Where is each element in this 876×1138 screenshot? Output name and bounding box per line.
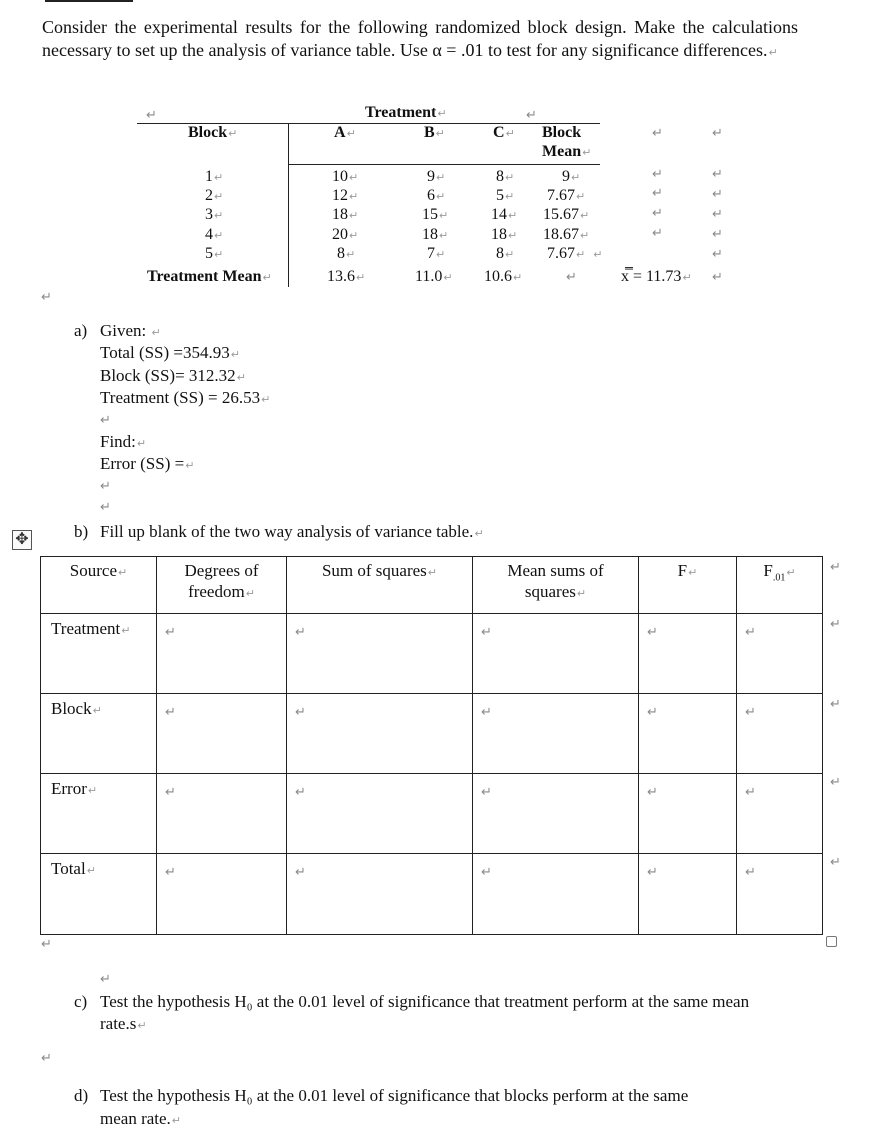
block-number: 3↵: [205, 206, 224, 223]
header-degrees-of-freedom: Degrees of freedom↵: [157, 557, 287, 614]
f01-error-cell[interactable]: ↵: [737, 774, 823, 854]
paragraph-mark: ↵: [652, 126, 663, 141]
block-number: 1↵: [205, 168, 224, 185]
anova-row-total: [41, 854, 823, 935]
header-source: Source↵: [41, 557, 157, 614]
treatment-ss-given: Treatment (SS) = 26.53↵: [100, 388, 271, 407]
ms-block-cell[interactable]: ↵: [473, 694, 639, 774]
cell-b: 6↵: [427, 187, 446, 204]
total-ss-given: Total (SS) =354.93↵: [100, 343, 240, 362]
table-resize-handle[interactable]: [826, 936, 837, 947]
cell-c: 14↵: [491, 206, 518, 223]
cell-block-mean: 7.67↵: [547, 187, 586, 204]
paragraph-mark: ↵: [712, 247, 723, 262]
row-label-treatment: Treatment↵: [41, 614, 157, 694]
part-b-label: b): [74, 522, 89, 541]
block-number: 2↵: [205, 187, 224, 204]
paragraph-mark: ↵: [146, 108, 157, 123]
row-label-error: Error↵: [41, 774, 157, 854]
cell-block-mean: 9↵: [562, 168, 581, 185]
cell-a: 18↵: [332, 206, 359, 223]
cell-b: 7↵: [427, 245, 446, 262]
row-end-mark: ↵: [830, 775, 841, 790]
row-end-mark: ↵: [830, 617, 841, 632]
cell-block-mean: 18.67↵: [543, 226, 590, 243]
grand-mean: x̿ = 11.73↵: [621, 268, 692, 285]
column-c-header: C↵: [493, 124, 515, 141]
anova-row-error: [41, 774, 823, 854]
cell-b: 18↵: [422, 226, 449, 243]
header-sum-of-squares: Sum of squares↵: [287, 557, 473, 614]
cell-c: 5↵: [496, 187, 515, 204]
paragraph-mark: ↵: [652, 167, 663, 182]
f-block-cell[interactable]: ↵: [639, 694, 737, 774]
row-end-mark: ↵: [830, 855, 841, 870]
move-icon: ✥: [15, 529, 29, 548]
block-mean-header-2: Mean↵: [542, 143, 592, 160]
cell-block-mean: 15.67↵: [543, 206, 590, 223]
block-header: Block↵: [188, 124, 238, 141]
part-b-text: Fill up blank of the two way analysis of variance table.↵: [100, 522, 484, 541]
f-error-cell[interactable]: ↵: [639, 774, 737, 854]
cell-a: 20↵: [332, 226, 359, 243]
header-f: F↵: [639, 557, 737, 614]
ms-treatment-cell[interactable]: ↵: [473, 614, 639, 694]
ms-error-cell[interactable]: ↵: [473, 774, 639, 854]
part-c-line1: Test the hypothesis H₀ at the 0.01 level of significance that treatment perform at the same mean: [100, 992, 750, 1011]
paragraph-mark: ↵: [100, 972, 111, 987]
paragraph-mark: ↵: [712, 207, 723, 222]
f01-treatment-cell[interactable]: ↵: [737, 614, 823, 694]
row-end-mark: ↵: [830, 560, 841, 575]
treatment-mean-c: 10.6↵: [484, 268, 523, 285]
part-d-line2: mean rate.↵: [100, 1109, 182, 1128]
paragraph-mark: ↵: [652, 186, 663, 201]
cell-block-mean: 7.67↵ ↵: [547, 245, 603, 262]
part-c-label: c): [74, 992, 88, 1011]
cell-a: 12↵: [332, 187, 359, 204]
treatment-mean-label: Treatment Mean↵: [147, 268, 272, 285]
error-ss-find: Error (SS) =↵: [100, 454, 195, 473]
paragraph-mark: ↵: [41, 1051, 52, 1066]
cell-c: 18↵: [491, 226, 518, 243]
header-underline: [289, 164, 600, 165]
block-number: 5↵: [205, 245, 224, 262]
f01-block-cell[interactable]: ↵: [737, 694, 823, 774]
df-treatment-cell[interactable]: ↵: [157, 614, 287, 694]
paragraph-mark: ↵: [41, 290, 52, 305]
ss-block-cell[interactable]: ↵: [287, 694, 473, 774]
block-mean-header: Block: [542, 124, 582, 141]
table-move-handle[interactable]: [12, 530, 32, 550]
cell-c: 8↵: [496, 168, 515, 185]
anova-row-block: [41, 694, 823, 774]
df-error-cell[interactable]: ↵: [157, 774, 287, 854]
paragraph-mark: ↵: [100, 500, 111, 515]
paragraph-mark: ↵: [768, 46, 778, 59]
paragraph-mark: ↵: [100, 479, 111, 494]
paragraph-mark: ↵: [712, 187, 723, 202]
paragraph-mark: ↵: [41, 937, 52, 952]
cell-a: 8↵: [337, 245, 356, 262]
block-ss-given: Block (SS)= 312.32↵: [100, 366, 246, 385]
f-treatment-cell[interactable]: ↵: [639, 614, 737, 694]
df-total-cell[interactable]: ↵: [157, 854, 287, 935]
column-b-header: B↵: [424, 124, 445, 141]
paragraph-mark: ↵: [712, 270, 723, 285]
find-label: Find:↵: [100, 432, 147, 451]
cell-a: 10↵: [332, 168, 359, 185]
ms-total-cell[interactable]: ↵: [473, 854, 639, 935]
column-a-header: A↵: [334, 124, 356, 141]
treatment-mean-b: 11.0↵: [415, 268, 453, 285]
paragraph-mark: ↵: [566, 270, 577, 285]
row-label-block: Block↵: [41, 694, 157, 774]
top-rule: [45, 0, 133, 2]
treatment-mean-a: 13.6↵: [327, 268, 366, 285]
df-block-cell[interactable]: ↵: [157, 694, 287, 774]
paragraph-mark: ↵: [712, 126, 723, 141]
ss-treatment-cell[interactable]: ↵: [287, 614, 473, 694]
block-number: 4↵: [205, 226, 224, 243]
cell-c: 8↵: [496, 245, 515, 262]
intro-paragraph: [42, 16, 798, 64]
ss-total-cell[interactable]: ↵: [287, 854, 473, 935]
f-total-cell[interactable]: ↵: [639, 854, 737, 935]
given-label: Given: ↵: [100, 321, 161, 340]
f01-total-cell[interactable]: ↵: [737, 854, 823, 935]
paragraph-mark: ↵: [526, 108, 537, 123]
paragraph-mark: ↵: [100, 413, 111, 428]
anova-header-row: [41, 557, 823, 614]
header-mean-sums-of-squares: Mean sums of squares↵: [473, 557, 639, 614]
part-c-line2: rate.s↵: [100, 1014, 147, 1033]
paragraph-mark: ↵: [652, 206, 663, 221]
row-end-mark: ↵: [830, 697, 841, 712]
treatment-header: Treatment↵: [365, 104, 447, 121]
part-d-line1: Test the hypothesis H₀ at the 0.01 level of significance that blocks perform at the same: [100, 1086, 689, 1105]
part-a-label: a): [74, 321, 88, 340]
part-d-label: d): [74, 1086, 89, 1105]
paragraph-mark: ↵: [712, 167, 723, 182]
paragraph-mark: ↵: [652, 226, 663, 241]
cell-b: 9↵: [427, 168, 446, 185]
cell-b: 15↵: [422, 206, 449, 223]
anova-table: [40, 556, 823, 935]
row-label-total: Total↵: [41, 854, 157, 935]
ss-error-cell[interactable]: ↵: [287, 774, 473, 854]
anova-row-treatment: [41, 614, 823, 694]
paragraph-mark: ↵: [712, 227, 723, 242]
intro-text: Consider the experimental results for the following randomized block design. Make the calculations necessary to set up the analysis of variance table. Use α = .01 to test for any significance differences.: [42, 17, 798, 60]
header-f01: $F_{.01}↵$: [737, 557, 823, 614]
table-column-divider: [288, 124, 289, 287]
